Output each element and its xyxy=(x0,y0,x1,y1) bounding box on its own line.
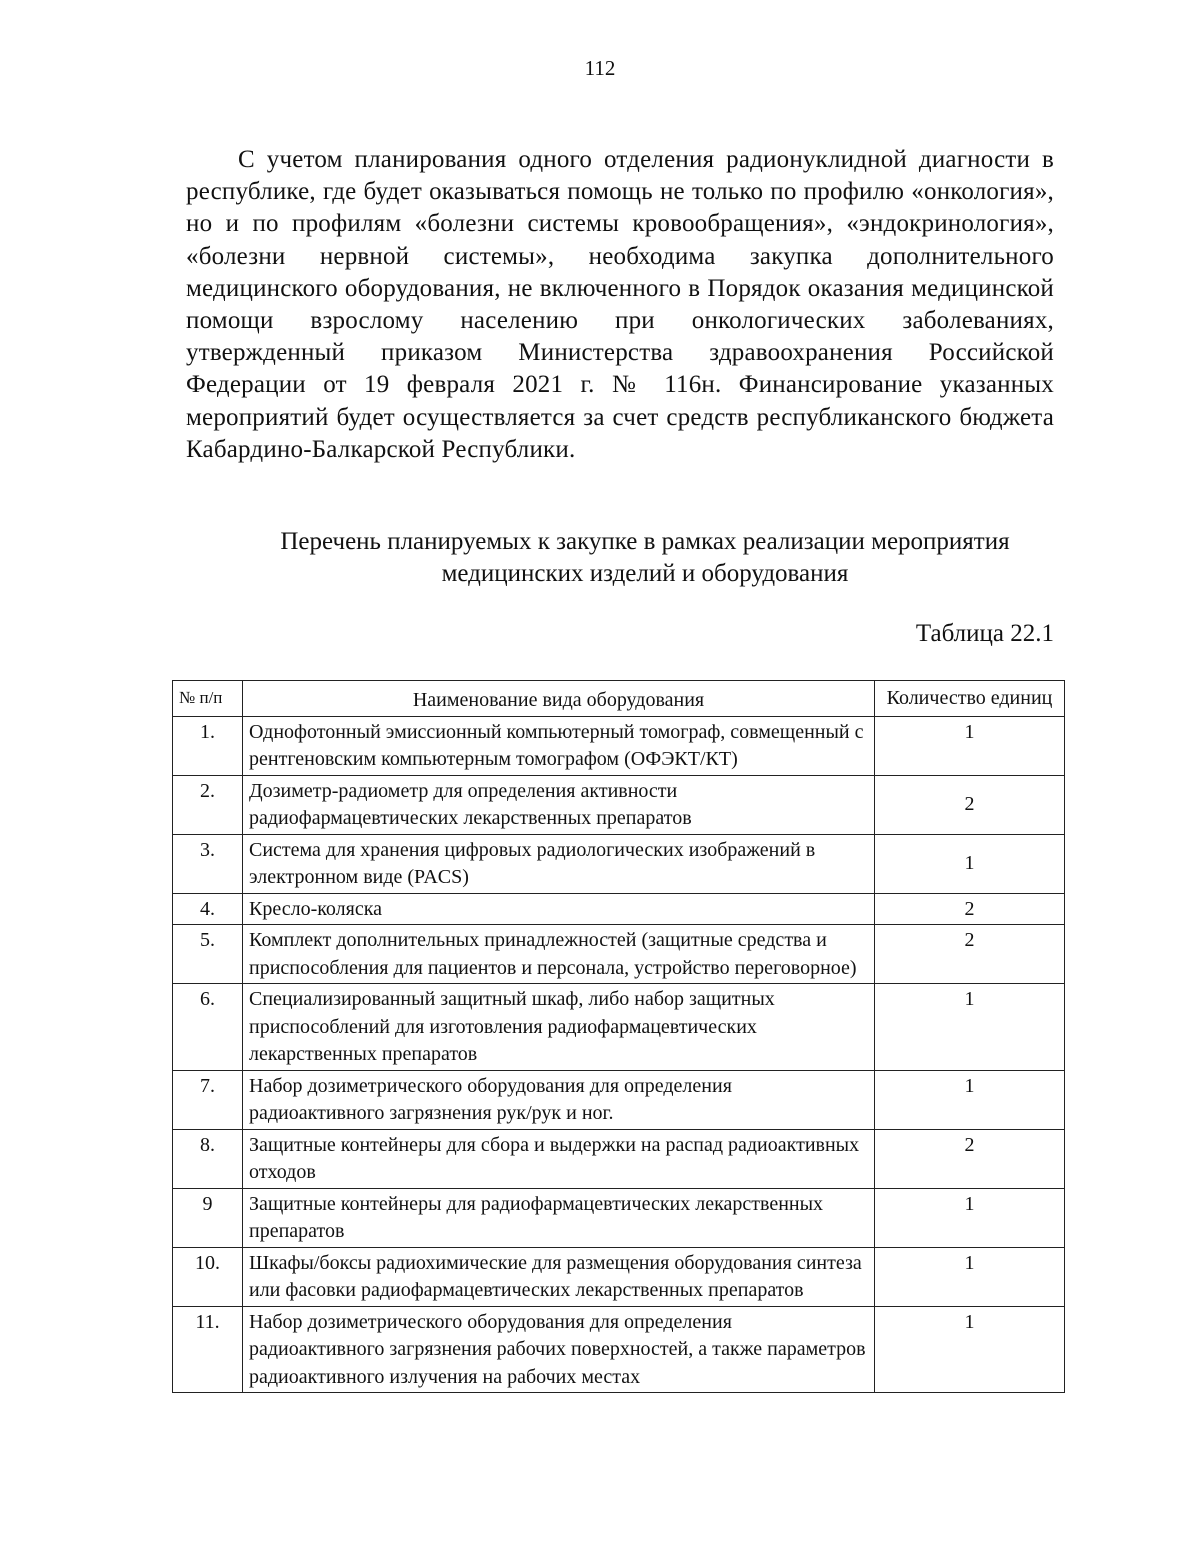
row-num: 10. xyxy=(173,1247,243,1306)
intro-paragraph: С учетом планирования одного отделения радионуклидной диагности в республике, где будет оказываться помощь не только по профилю «онкология», но и по профилям «болезни системы кровообращения», «эндокринология», «болезни нервной системы», необходима закупка дополнительного медицинского оборудования, не включенного в Порядок оказания медицинской помощи взрослому населению при онкологических заболеваниях, утвержденный приказом Министерства здравоохранения Российской Федерации от 19 февраля 2021 г. № 116н. Финансирование указанных мероприятий будет осуществляется за счет средств республиканского бюджета Кабардино-Балкарской Республики. xyxy=(186,146,1054,463)
table-row xyxy=(173,984,1065,1071)
row-name: Набор дозиметрического оборудования для определения радиоактивного загрязнения рабочих поверхностей, а также параметров радиоактивного излучения на рабочих местах xyxy=(243,1306,875,1393)
row-name: Набор дозиметрического оборудования для определения радиоактивного загрязнения рук/рук и ног. xyxy=(243,1070,875,1129)
row-num: 11. xyxy=(173,1306,243,1393)
table-row xyxy=(173,834,1065,893)
table-caption: Таблица 22.1 xyxy=(915,620,1054,647)
row-name: Комплект дополнительных принадлежностей (защитные средства и приспособления для пациентов и персонала, устройство переговорное) xyxy=(243,925,875,984)
row-name: Система для хранения цифровых радиологических изображений в электронном виде (PACS) xyxy=(243,834,875,893)
row-qty: 1 xyxy=(875,716,1065,775)
row-name: Специализированный защитный шкаф, либо набор защитных приспособлений для изготовления радиофармацевтических лекарственных препаратов xyxy=(243,984,875,1071)
row-num: 8. xyxy=(173,1129,243,1188)
list-heading-line-1: Перечень планируемых к закупке в рамках реализации мероприятия xyxy=(280,528,1010,555)
table-row xyxy=(173,716,1065,775)
row-qty: 1 xyxy=(875,1188,1065,1247)
page-number: 112 xyxy=(584,56,616,80)
row-num: 1. xyxy=(173,716,243,775)
table-row xyxy=(173,775,1065,834)
row-qty: 2 xyxy=(875,1129,1065,1188)
row-name: Защитные контейнеры для радиофармацевтических лекарственных препаратов xyxy=(243,1188,875,1247)
row-qty: 2 xyxy=(875,775,1065,834)
row-name: Шкафы/боксы радиохимические для размещения оборудования синтеза или фасовки радиофармацевтических лекарственных препаратов xyxy=(243,1247,875,1306)
row-num: 3. xyxy=(173,834,243,893)
header-name: Наименование вида оборудования xyxy=(243,681,875,717)
row-num: 9 xyxy=(173,1188,243,1247)
row-name: Кресло-коляска xyxy=(243,893,875,925)
row-num: 7. xyxy=(173,1070,243,1129)
table-row xyxy=(173,1306,1065,1393)
table-row xyxy=(173,1247,1065,1306)
equipment-table xyxy=(172,680,1065,1393)
row-name: Защитные контейнеры для сбора и выдержки на распад радиоактивных отходов xyxy=(243,1129,875,1188)
header-num: № п/п xyxy=(173,681,243,717)
table-row xyxy=(173,1129,1065,1188)
row-name: Однофотонный эмиссионный компьютерный томограф, совмещенный с рентгеновским компьютерным томографом (ОФЭКТ/КТ) xyxy=(243,716,875,775)
row-name: Дозиметр-радиометр для определения активности радиофармацевтических лекарственных препаратов xyxy=(243,775,875,834)
list-heading-line-2: медицинских изделий и оборудования xyxy=(441,560,849,587)
table-row xyxy=(173,893,1065,925)
row-qty: 1 xyxy=(875,1247,1065,1306)
row-qty: 1 xyxy=(875,1306,1065,1393)
table-row xyxy=(173,1188,1065,1247)
row-qty: 1 xyxy=(875,1070,1065,1129)
row-qty: 1 xyxy=(875,834,1065,893)
row-qty: 2 xyxy=(875,925,1065,984)
table-row xyxy=(173,1070,1065,1129)
row-num: 5. xyxy=(173,925,243,984)
row-num: 4. xyxy=(173,893,243,925)
row-qty: 1 xyxy=(875,984,1065,1071)
table-header-row xyxy=(173,681,1065,717)
list-heading xyxy=(186,526,1054,590)
row-num: 6. xyxy=(173,984,243,1071)
row-num: 2. xyxy=(173,775,243,834)
row-qty: 2 xyxy=(875,893,1065,925)
header-qty: Количество единиц xyxy=(875,681,1065,717)
table-row xyxy=(173,925,1065,984)
